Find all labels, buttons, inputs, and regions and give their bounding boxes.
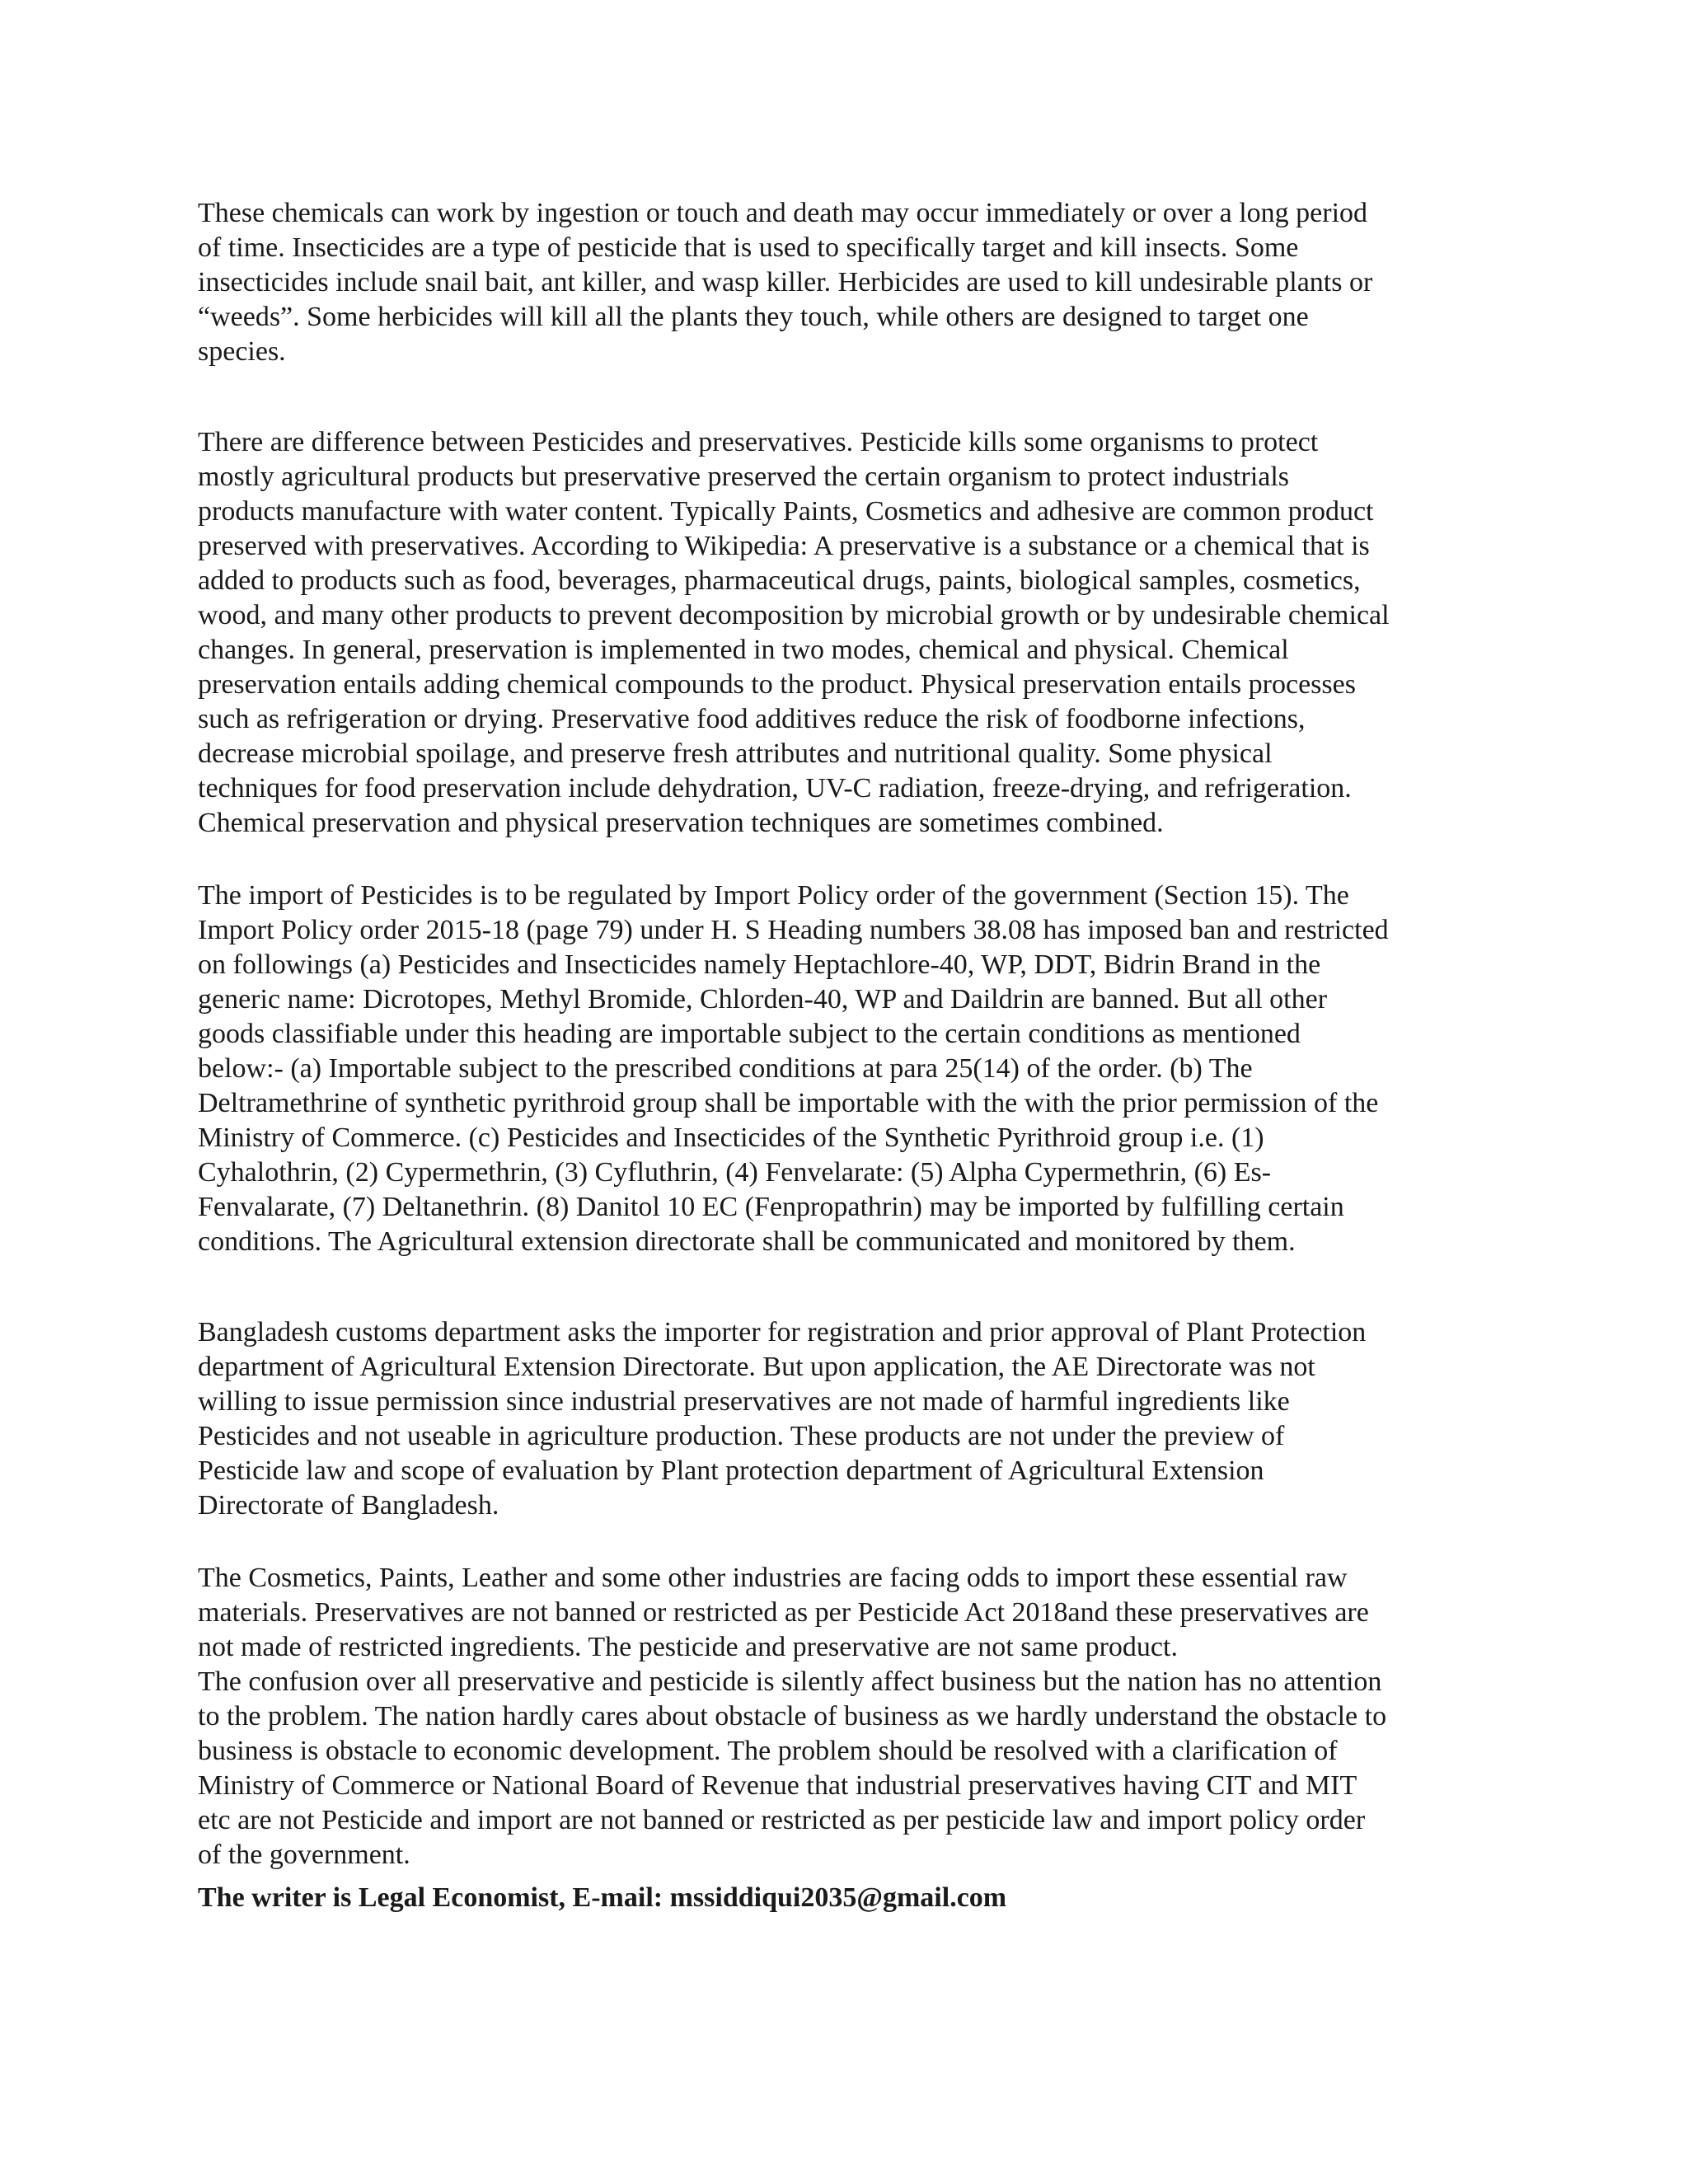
text-line: These chemicals can work by ingestion or touch and death may occur immediately or over a long period <box>198 198 1368 228</box>
text-line: decrease microbial spoilage, and preserve fresh attributes and nutritional quality. Some physical <box>198 738 1273 769</box>
paragraph-import-policy <box>198 879 1484 1259</box>
text-line: Ministry of Commerce. (c) Pesticides and Insecticides of the Synthetic Pyrithroid group i.e. (1) <box>198 1122 1264 1153</box>
paragraph-spacer <box>198 1523 1484 1561</box>
text-line: generic name: Dicrotopes, Methyl Bromide, Chlorden-40, WP and Daildrin are banned. But all other <box>198 984 1328 1015</box>
text-line: on followings (a) Pesticides and Insecticides namely Heptachlore-40, WP, DDT, Bidrin Brand in the <box>198 949 1321 980</box>
text-line: preservation entails adding chemical compounds to the product. Physical preservation entails processes <box>198 669 1356 700</box>
text-line: below:- (a) Importable subject to the prescribed conditions at para 25(14) of the order. (b) The <box>198 1053 1253 1084</box>
text-line: not made of restricted ingredients. The pesticide and preservative are not same product. <box>198 1632 1178 1662</box>
text-line: Pesticides and not useable in agriculture production. These products are not under the preview of <box>198 1421 1285 1451</box>
text-line: Directorate of Bangladesh. <box>198 1490 499 1521</box>
text-line: added to products such as food, beverages, pharmaceutical drugs, paints, biological samples, cosmetics, <box>198 565 1361 596</box>
text-line: of time. Insecticides are a type of pesticide that is used to specifically target and kill insects. Some <box>198 232 1299 263</box>
paragraph-pesticide-types <box>198 196 1484 369</box>
text-line: conditions. The Agricultural extension directorate shall be communicated and monitored by them. <box>198 1226 1296 1257</box>
text-line: goods classifiable under this heading are importable subject to the certain conditions as mentioned <box>198 1019 1301 1049</box>
text-line: “weeds”. Some herbicides will kill all the plants they touch, while others are designed to target one <box>198 302 1309 332</box>
text-line: Import Policy order 2015-18 (page 79) under H. S Heading numbers 38.08 has imposed ban and restricted <box>198 915 1389 945</box>
text-line: Cyhalothrin, (2) Cypermethrin, (3) Cyfluthrin, (4) Fenvelarate: (5) Alpha Cypermethrin, (6) Es- <box>198 1157 1272 1188</box>
text-line: The confusion over all preservative and pesticide is silently affect business but the nation has no attention <box>198 1666 1382 1697</box>
text-line: techniques for food preservation include dehydration, UV-C radiation, freeze-drying, and refrigeration. <box>198 773 1352 804</box>
paragraph-spacer <box>198 1872 1484 1881</box>
paragraph-spacer <box>198 1259 1484 1315</box>
text-line: business is obstacle to economic development. The problem should be resolved with a clarification of <box>198 1736 1338 1766</box>
text-line: The import of Pesticides is to be regulated by Import Policy order of the government (Section 15). The <box>198 880 1349 911</box>
text-line: to the problem. The nation hardly cares about obstacle of business as we hardly understand the obstacle to <box>198 1701 1387 1732</box>
text-line: of the government. <box>198 1840 410 1870</box>
text-line: species. <box>198 336 286 367</box>
text-line: etc are not Pesticide and import are not banned or restricted as per pesticide law and import policy order <box>198 1805 1366 1835</box>
text-line: materials. Preservatives are not banned or restricted as per Pesticide Act 2018and these preservatives are <box>198 1597 1369 1628</box>
paragraph-spacer <box>198 369 1484 425</box>
paragraph-industry-odds <box>198 1561 1484 1872</box>
author-signature: The writer is Legal Economist, E-mail: mssiddiqui2035@gmail.com <box>198 1882 1007 1913</box>
text-line: Chemical preservation and physical preservation techniques are sometimes combined. <box>198 808 1164 838</box>
article-body <box>198 196 1484 1915</box>
text-line: wood, and many other products to prevent decomposition by microbial growth or by undesirable chemical <box>198 600 1390 630</box>
text-line: Pesticide law and scope of evaluation by Plant protection department of Agricultural Extension <box>198 1455 1264 1486</box>
text-line: department of Agricultural Extension Directorate. But upon application, the AE Directorate was not <box>198 1352 1315 1382</box>
text-line: Bangladesh customs department asks the importer for registration and prior approval of Plant Protection <box>198 1317 1367 1347</box>
text-line: products manufacture with water content. Typically Paints, Cosmetics and adhesive are common product <box>198 496 1374 527</box>
text-line: insecticides include snail bait, ant killer, and wasp killer. Herbicides are used to kill undesirable plants or <box>198 267 1373 298</box>
paragraph-customs-department <box>198 1315 1484 1523</box>
text-line: Fenvalarate, (7) Deltanethrin. (8) Danitol 10 EC (Fenpropathrin) may be imported by fulfilling certain <box>198 1192 1344 1222</box>
text-line: willing to issue permission since industrial preservatives are not made of harmful ingredients like <box>198 1386 1290 1417</box>
text-line: There are difference between Pesticides and preservatives. Pesticide kills some organisms to protect <box>198 427 1319 457</box>
text-line: mostly agricultural products but preservative preserved the certain organism to protect industrials <box>198 462 1290 492</box>
text-line: preserved with preservatives. According to Wikipedia: A preservative is a substance or a chemical that is <box>198 531 1370 561</box>
text-line: such as refrigeration or drying. Preservative food additives reduce the risk of foodborne infections, <box>198 704 1306 734</box>
text-line: The Cosmetics, Paints, Leather and some other industries are facing odds to import these essential raw <box>198 1563 1348 1593</box>
text-line: Deltramethrine of synthetic pyrithroid group shall be importable with the with the prior permission of the <box>198 1088 1379 1118</box>
text-line: changes. In general, preservation is implemented in two modes, chemical and physical. Chemical <box>198 635 1289 665</box>
paragraph-spacer <box>198 841 1484 879</box>
paragraph-pesticides-vs-preservatives <box>198 425 1484 841</box>
text-line: Ministry of Commerce or National Board of Revenue that industrial preservatives having CIT and MIT <box>198 1770 1357 1801</box>
